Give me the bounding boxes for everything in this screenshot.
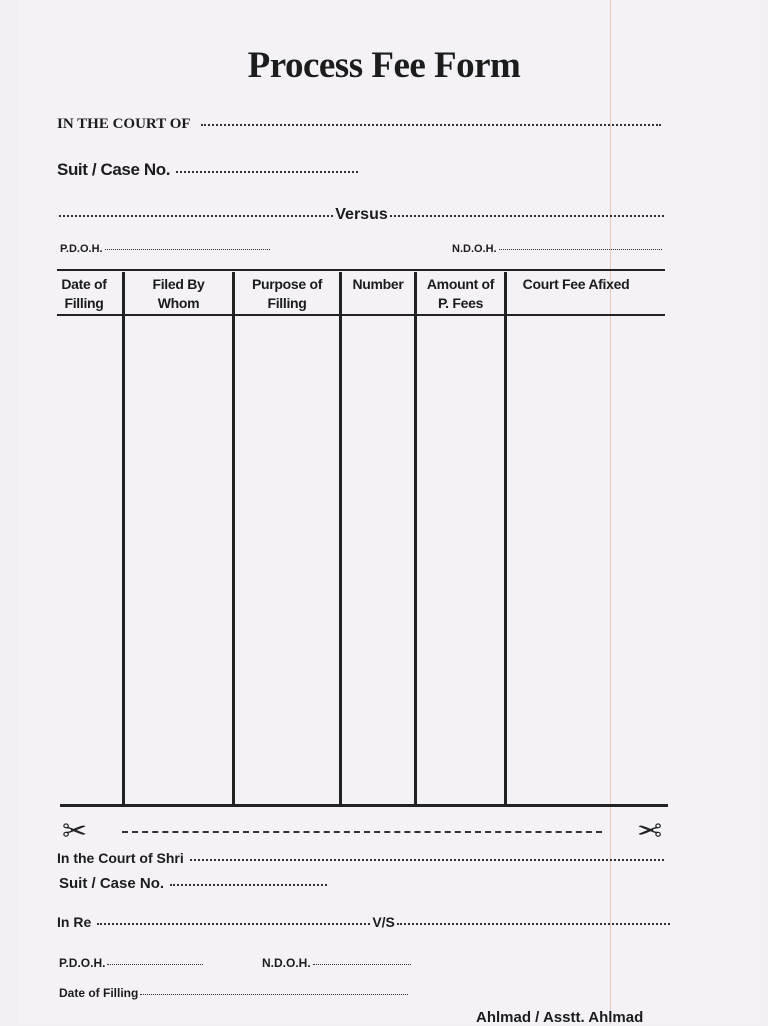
versus-line [57,206,666,224]
signature-label: Ahlmad / Asstt. Ahlmad [476,1009,644,1026]
scissors-icon: ✂ [62,815,88,848]
slip-suit-line [59,875,329,892]
ndoh-line [452,243,664,255]
slip-court-field[interactable] [190,859,664,861]
pdoh-field[interactable] [105,249,270,250]
court-field[interactable] [201,124,661,126]
versus-label: Versus [335,206,388,223]
slip-inre-field[interactable] [97,923,370,925]
slip-inre-label: In Re [57,914,92,930]
suit-label: Suit / Case No. [57,160,171,179]
ndoh-field[interactable] [499,249,662,250]
court-label: IN THE COURT OF [57,116,191,132]
pdoh-label: P.D.O.H. [60,243,103,255]
column-divider [339,272,342,805]
slip-filling-field[interactable] [140,994,408,995]
slip-filling-line [59,986,410,1000]
table-bottom-rule [60,804,668,807]
slip-suit-label: Suit / Case No. [59,875,165,892]
suit-line [57,160,360,180]
scissors-icon: ✂ [636,815,662,848]
slip-inre-line [57,914,672,930]
defendant-field[interactable] [390,215,664,217]
column-divider [504,272,507,805]
table-top-rule [57,269,665,271]
column-divider [122,272,125,805]
column-divider [232,272,235,805]
slip-pdoh-field[interactable] [107,964,203,965]
slip-pdoh-line [59,956,205,970]
column-header-filed-by: Filed By Whom [152,276,205,311]
column-header-purpose: Purpose of Filling [251,276,323,311]
slip-court-line [57,850,666,866]
slip-court-label: In the Court of Shri [57,850,184,866]
ndoh-label: N.D.O.H. [452,243,497,255]
court-line [57,116,663,133]
form-title: Process Fee Form [247,45,521,86]
column-header-court-fee: Court Fee Afixed [522,276,630,292]
slip-filling-label: Date of Filling [59,986,139,1000]
column-divider [414,272,417,805]
cut-line [62,815,662,848]
column-header-number: Number [352,276,404,292]
slip-vs-label: V/S [372,914,395,930]
suit-field[interactable] [176,171,358,173]
pdoh-line [60,243,272,255]
slip-ndoh-label: N.D.O.H. [262,956,311,970]
slip-ndoh-field[interactable] [313,964,411,965]
slip-pdoh-label: P.D.O.H. [59,956,106,970]
plaintiff-field[interactable] [59,215,333,217]
cut-dashes [122,831,602,833]
fee-table [57,269,665,807]
slip-vs-field[interactable] [397,923,670,925]
column-header-amount: Amount of P. Fees [426,276,495,311]
slip-ndoh-line [262,956,413,970]
table-header-rule [57,314,665,316]
slip-suit-field[interactable] [170,884,327,886]
column-header-date: Date of Filling [61,276,107,311]
